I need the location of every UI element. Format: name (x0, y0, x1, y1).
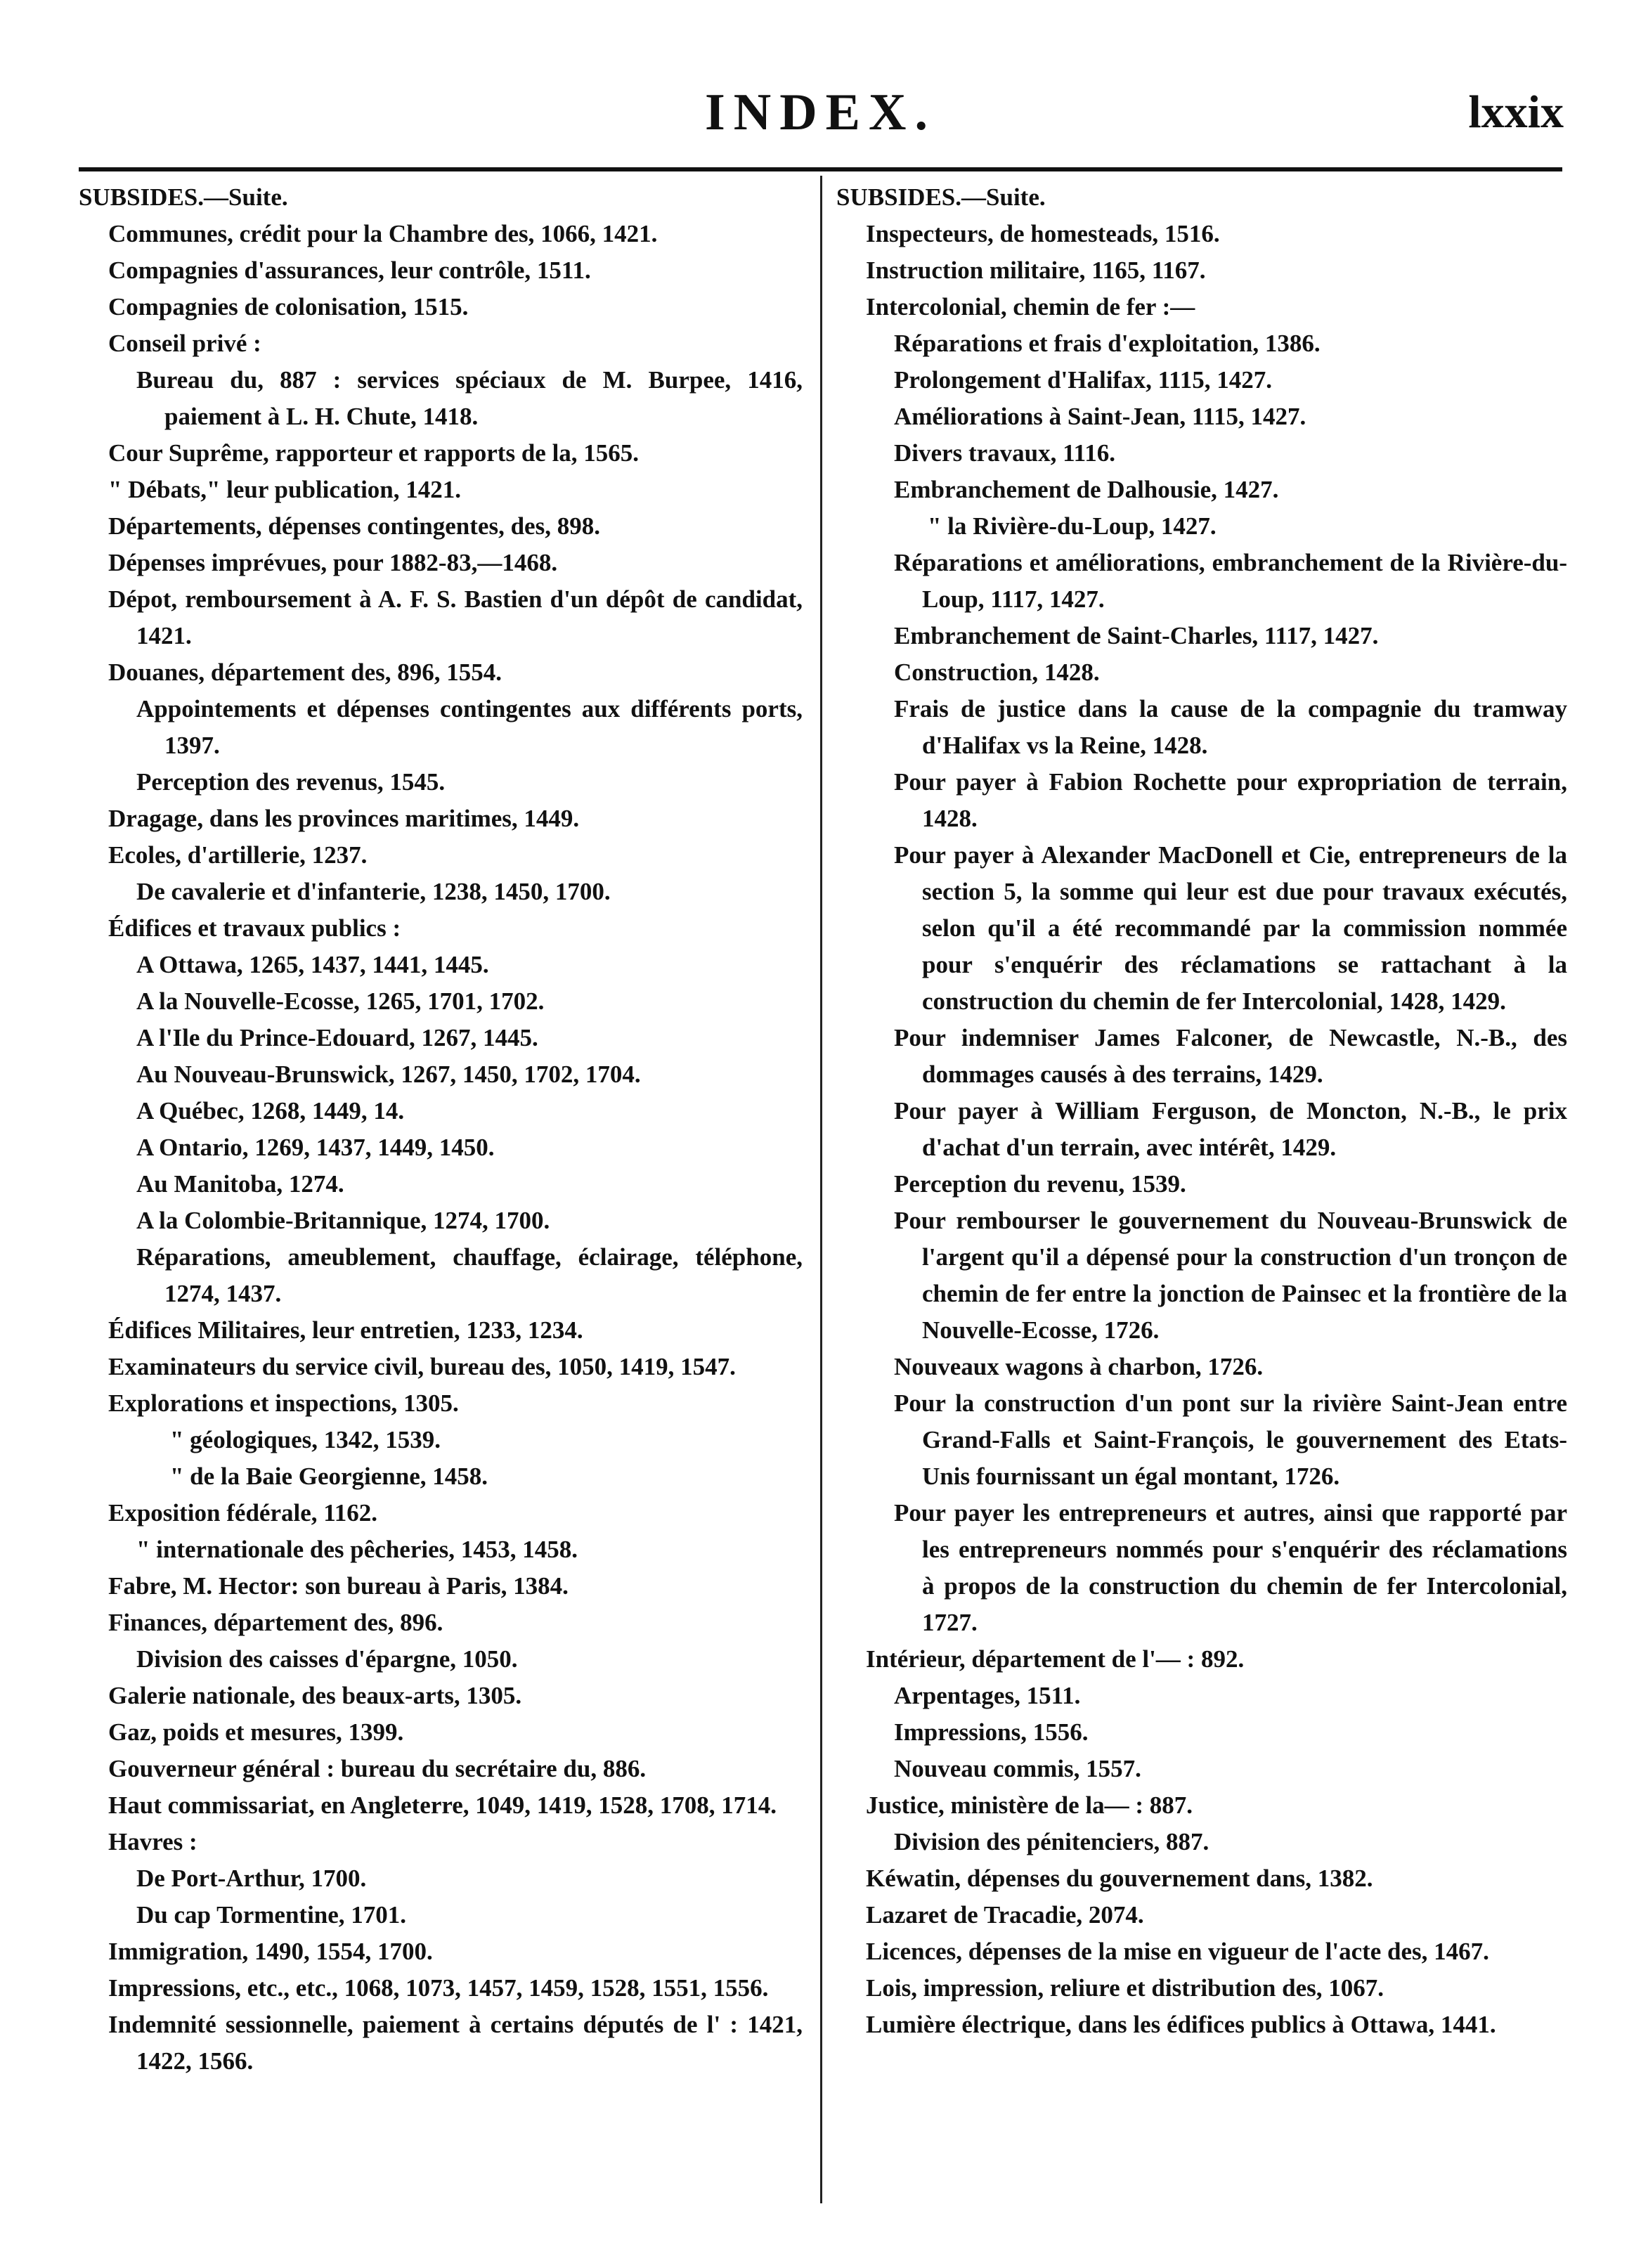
index-entry: " de la Baie Georgienne, 1458. (170, 1463, 488, 1490)
index-entry: Pour payer à Alexander MacDonell et Cie, entrepreneurs de la section 5, la somme qui leur est due pour travaux exécutés, selon qu'il a été recommandé par la commission nommée pour s'enquérir des réclamations se rattachant à la construction du chemin de fer Intercolonial, 1428, 1429. (894, 841, 1567, 1015)
index-entry: Pour payer à Fabion Rochette pour expropriation de terrain, 1428. (894, 768, 1567, 832)
index-entry: A Québec, 1268, 1449, 14. (136, 1097, 405, 1125)
index-entry: Au Nouveau-Brunswick, 1267, 1450, 1702, 1704. (136, 1061, 641, 1088)
index-entry: Galerie nationale, des beaux-arts, 1305. (108, 1682, 522, 1709)
page-title: INDEX. (705, 84, 936, 141)
index-entry: Instruction militaire, 1165, 1167. (866, 257, 1206, 284)
index-entry: Lois, impression, reliure et distribution des, 1067. (866, 1974, 1384, 2002)
index-entry: De Port-Arthur, 1700. (136, 1865, 367, 1892)
index-entry: De cavalerie et d'infanterie, 1238, 1450, 1700. (136, 878, 611, 905)
index-entry: A l'Ile du Prince-Edouard, 1267, 1445. (136, 1024, 538, 1051)
index-entry: Dragage, dans les provinces maritimes, 1449. (108, 805, 580, 832)
index-entry: Douanes, département des, 896, 1554. (108, 659, 502, 686)
index-entry: Améliorations à Saint-Jean, 1115, 1427. (894, 403, 1306, 430)
index-entry: Division des caisses d'épargne, 1050. (136, 1645, 518, 1673)
index-column-right (836, 179, 1567, 2043)
section-heading: SUBSIDES.—Suite. (836, 183, 1046, 211)
index-column-left (79, 179, 803, 2080)
index-entry: Inspecteurs, de homesteads, 1516. (866, 220, 1220, 247)
index-entry: Pour payer les entrepreneurs et autres, ainsi que rapporté par les entrepreneurs nommés pour s'enquérir des réclamations à propos de la construction du chemin de fer Intercolonial, 1727. (894, 1499, 1567, 1636)
index-entry: Fabre, M. Hector: son bureau à Paris, 1384. (108, 1572, 569, 1600)
index-entry: Conseil privé : (108, 330, 261, 357)
index-entry: A la Nouvelle-Ecosse, 1265, 1701, 1702. (136, 987, 545, 1015)
index-entry: Lazaret de Tracadie, 2074. (866, 1901, 1144, 1929)
index-entry: Construction, 1428. (894, 659, 1100, 686)
index-entry: Bureau du, 887 : services spéciaux de M. Burpee, 1416, paiement à L. H. Chute, 1418. (136, 366, 803, 430)
index-entry: Nouveaux wagons à charbon, 1726. (894, 1353, 1264, 1380)
header-rule (79, 167, 1562, 171)
index-entry: Licences, dépenses de la mise en vigueur de l'acte des, 1467. (866, 1938, 1489, 1965)
index-entry: Pour rembourser le gouvernement du Nouveau-Brunswick de l'argent qu'il a dépensé pour la construction d'un tronçon de chemin de fer entre la jonction de Painsec et la frontière de la Nouvelle-Ecosse, 1726. (894, 1207, 1567, 1344)
index-entry: Édifices Militaires, leur entretien, 1233, 1234. (108, 1316, 583, 1344)
section-heading: SUBSIDES.—Suite. (79, 183, 288, 211)
page-number: lxxix (1468, 86, 1564, 138)
index-entry: Embranchement de Dalhousie, 1427. (894, 476, 1279, 503)
index-entry: Divers travaux, 1116. (894, 439, 1115, 467)
index-entry: A la Colombie-Britannique, 1274, 1700. (136, 1207, 550, 1234)
index-entry: Dépenses imprévues, pour 1882-83,—1468. (108, 549, 558, 576)
index-entry: A Ottawa, 1265, 1437, 1441, 1445. (136, 951, 489, 978)
index-entry: Arpentages, 1511. (894, 1682, 1081, 1709)
index-entry: Division des pénitenciers, 887. (894, 1828, 1209, 1855)
index-entry: Havres : (108, 1828, 197, 1855)
index-entry: Haut commissariat, en Angleterre, 1049, 1419, 1528, 1708, 1714. (108, 1791, 777, 1819)
index-entry: Dépot, remboursement à A. F. S. Bastien d'un dépôt de candidat, 1421. (108, 585, 803, 649)
index-entry: Embranchement de Saint-Charles, 1117, 1427. (894, 622, 1379, 649)
index-entry: Pour la construction d'un pont sur la rivière Saint-Jean entre Grand-Falls et Saint-François, le gouvernement des Etats-Unis fournissant un égal montant, 1726. (894, 1389, 1567, 1490)
index-entry: " géologiques, 1342, 1539. (170, 1426, 441, 1453)
index-entry: Au Manitoba, 1274. (136, 1170, 344, 1198)
index-entry: Intérieur, département de l'— : 892. (866, 1645, 1245, 1673)
index-entry: Kéwatin, dépenses du gouvernement dans, 1382. (866, 1865, 1373, 1892)
index-entry: Réparations et améliorations, embranchement de la Rivière-du-Loup, 1117, 1427. (894, 549, 1567, 613)
index-entry: Lumière électrique, dans les édifices publics à Ottawa, 1441. (866, 2011, 1496, 2038)
index-entry: Gaz, poids et mesures, 1399. (108, 1718, 404, 1746)
index-entry: Pour indemniser James Falconer, de Newcastle, N.-B., des dommages causés à des terrains, 1429. (894, 1024, 1567, 1088)
index-entry: Communes, crédit pour la Chambre des, 1066, 1421. (108, 220, 658, 247)
index-entry: Examinateurs du service civil, bureau des, 1050, 1419, 1547. (108, 1353, 736, 1380)
index-entry: Impressions, etc., etc., 1068, 1073, 1457, 1459, 1528, 1551, 1556. (108, 1974, 769, 2002)
index-entry: Compagnies d'assurances, leur contrôle, 1511. (108, 257, 591, 284)
index-entry: " Débats," leur publication, 1421. (108, 476, 462, 503)
index-entry: Justice, ministère de la— : 887. (866, 1791, 1193, 1819)
index-entry: Édifices et travaux publics : (108, 914, 401, 942)
index-entry: Gouverneur général : bureau du secrétaire du, 886. (108, 1755, 647, 1782)
index-entry: Intercolonial, chemin de fer :— (866, 293, 1195, 320)
index-entry: Exposition fédérale, 1162. (108, 1499, 378, 1527)
index-entry: " la Rivière-du-Loup, 1427. (928, 512, 1217, 540)
column-divider (820, 176, 822, 2203)
index-entry: A Ontario, 1269, 1437, 1449, 1450. (136, 1134, 495, 1161)
index-entry: Appointements et dépenses contingentes aux différents ports, 1397. (136, 695, 803, 759)
index-entry: Prolongement d'Halifax, 1115, 1427. (894, 366, 1272, 394)
index-entry: Pour payer à William Ferguson, de Moncton, N.-B., le prix d'achat d'un terrain, avec intérêt, 1429. (894, 1097, 1567, 1161)
index-entry: Nouveau commis, 1557. (894, 1755, 1141, 1782)
index-entry: Réparations, ameublement, chauffage, éclairage, téléphone, 1274, 1437. (136, 1243, 803, 1307)
index-entry: Du cap Tormentine, 1701. (136, 1901, 407, 1929)
index-entry: Explorations et inspections, 1305. (108, 1389, 459, 1417)
index-entry: Compagnies de colonisation, 1515. (108, 293, 469, 320)
index-entry: Cour Suprême, rapporteur et rapports de la, 1565. (108, 439, 640, 467)
index-entry: Impressions, 1556. (894, 1718, 1089, 1746)
index-entry: Indemnité sessionnelle, paiement à certains députés de l' : 1421, 1422, 1566. (108, 2011, 803, 2075)
index-entry: Départements, dépenses contingentes, des, 898. (108, 512, 600, 540)
index-entry: Finances, département des, 896. (108, 1609, 443, 1636)
index-entry: Perception du revenu, 1539. (894, 1170, 1186, 1198)
index-entry: Réparations et frais d'exploitation, 1386. (894, 330, 1321, 357)
index-entry: Immigration, 1490, 1554, 1700. (108, 1938, 433, 1965)
index-entry: Perception des revenus, 1545. (136, 768, 446, 796)
index-entry: " internationale des pêcheries, 1453, 1458. (136, 1536, 578, 1563)
index-entry: Frais de justice dans la cause de la compagnie du tramway d'Halifax vs la Reine, 1428. (894, 695, 1567, 759)
index-entry: Ecoles, d'artillerie, 1237. (108, 841, 368, 869)
